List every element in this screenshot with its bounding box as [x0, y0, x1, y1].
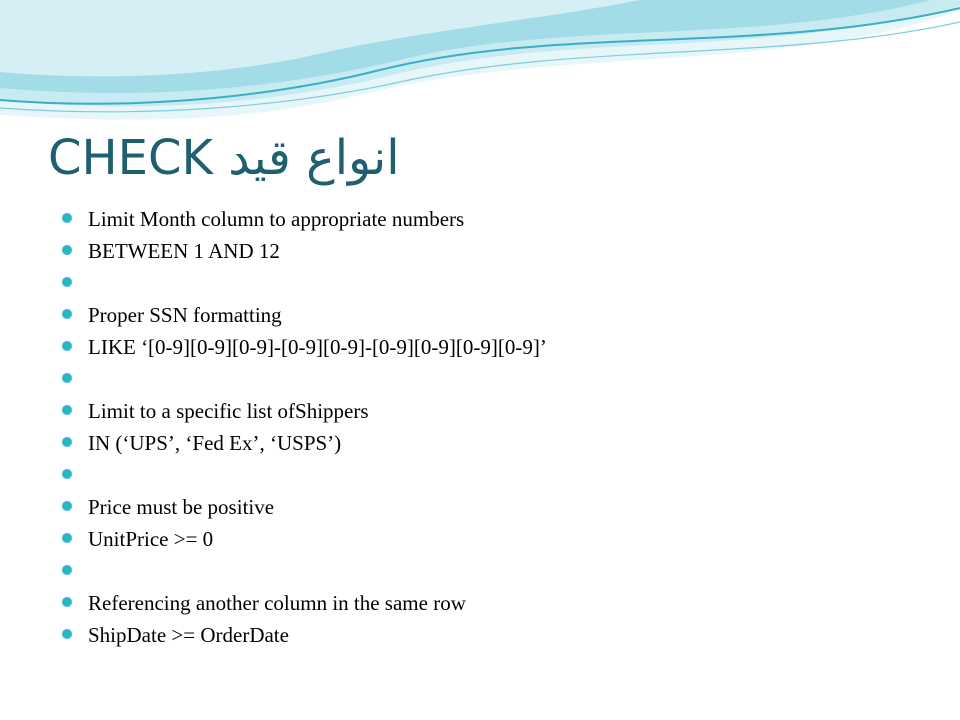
- list-item: [62, 459, 942, 491]
- bullet-icon: [62, 565, 72, 575]
- bullet-icon: [62, 597, 72, 607]
- list-item: [62, 491, 942, 523]
- list-item: [62, 267, 942, 299]
- bullet-text: Referencing another column in the same row: [88, 591, 466, 615]
- bullet-icon: [62, 245, 72, 255]
- bullet-text: UnitPrice >= 0: [88, 527, 214, 551]
- list-item: [62, 427, 942, 459]
- bullet-text: ShipDate >= OrderDate: [88, 623, 289, 647]
- list-item: [62, 299, 942, 331]
- bullet-icon: [62, 405, 72, 415]
- list-item: [62, 587, 942, 619]
- bullet-text: IN (‘UPS’, ‘Fed Ex’, ‘USPS’): [88, 431, 342, 455]
- bullet-list: [62, 203, 942, 651]
- list-item: [62, 203, 942, 235]
- bullet-icon: [62, 437, 72, 447]
- bullet-icon: [62, 501, 72, 511]
- bullet-text: Limit to a specific list ofShippers: [88, 399, 369, 423]
- list-item: [62, 395, 942, 427]
- bullet-text: Limit Month column to appropriate numbers: [88, 207, 465, 231]
- bullet-icon: [62, 341, 72, 351]
- bullet-text: Proper SSN formatting: [88, 303, 282, 327]
- bullet-icon: [62, 373, 72, 383]
- list-item: [62, 331, 942, 363]
- bullet-icon: [62, 629, 72, 639]
- list-item: [62, 619, 942, 651]
- header-wave-decoration: [0, 0, 960, 130]
- bullet-icon: [62, 533, 72, 543]
- list-item: [62, 523, 942, 555]
- bullet-icon: [62, 213, 72, 223]
- bullet-text: LIKE ‘[0-9][0-9][0-9]-[0-9][0-9]-[0-9][0-9][0-9][0-9]’: [88, 335, 547, 359]
- slide-title: CHECK انواع قيد: [48, 130, 400, 186]
- list-item: [62, 363, 942, 395]
- bullet-icon: [62, 277, 72, 287]
- bullet-icon: [62, 309, 72, 319]
- list-item: [62, 555, 942, 587]
- bullet-text: BETWEEN 1 AND 12: [88, 239, 280, 263]
- list-item: [62, 235, 942, 267]
- bullet-icon: [62, 469, 72, 479]
- bullet-text: Price must be positive: [88, 495, 275, 519]
